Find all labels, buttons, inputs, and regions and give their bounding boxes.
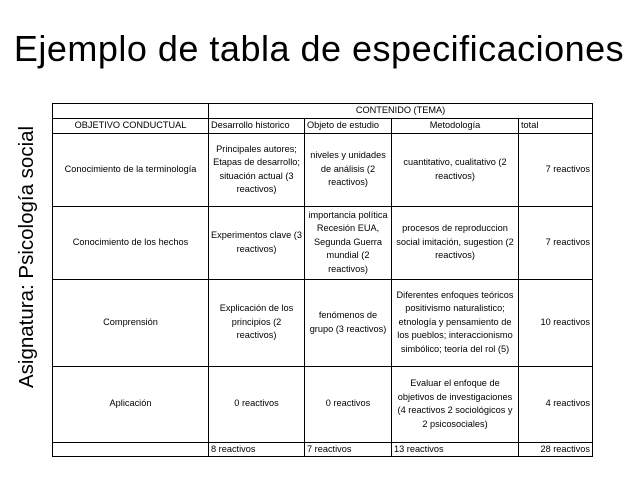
total-cell: 10 reactivos bbox=[519, 279, 593, 366]
header-desarrollo: Desarrollo historico bbox=[209, 118, 305, 133]
total-cell: 7 reactivos bbox=[519, 206, 593, 279]
specification-table bbox=[52, 103, 593, 457]
objective-cell: Conocimiento de los hechos bbox=[53, 206, 209, 279]
objeto-cell: 0 reactivos bbox=[305, 366, 392, 442]
objective-cell: Aplicación bbox=[53, 366, 209, 442]
empty-corner-cell bbox=[53, 104, 209, 119]
objective-cell: Comprensión bbox=[53, 279, 209, 366]
totals-row bbox=[53, 442, 593, 457]
table-row bbox=[53, 206, 593, 279]
desarrollo-cell: 0 reactivos bbox=[209, 366, 305, 442]
header-metodologia: Metodología bbox=[392, 118, 519, 133]
metodologia-cell: Evaluar el enfoque de objetivos de investigaciones (4 reactivos 2 sociológicos y 2 psicosociales) bbox=[392, 366, 519, 442]
table-row bbox=[53, 366, 593, 442]
total-cell: 7 reactivos bbox=[519, 133, 593, 206]
subject-label: Asignatura: Psicología social bbox=[15, 125, 38, 388]
table-row bbox=[53, 279, 593, 366]
total-cell: 4 reactivos bbox=[519, 366, 593, 442]
objective-cell: Conocimiento de la terminología bbox=[53, 133, 209, 206]
desarrollo-total-cell: 8 reactivos bbox=[209, 442, 305, 457]
empty-total-label-cell bbox=[53, 442, 209, 457]
content-group-header: CONTENIDO (TEMA) bbox=[209, 104, 593, 119]
objeto-cell: importancia política Recesión EUA, Segunda Guerra mundial (2 reactivos) bbox=[305, 206, 392, 279]
header-objective: OBJETIVO CONDUCTUAL bbox=[53, 118, 209, 133]
metodologia-cell: procesos de reproduccion social imitación, sugestion (2 reactivos) bbox=[392, 206, 519, 279]
slide-title: Ejemplo de tabla de especificaciones bbox=[13, 28, 625, 69]
metodologia-cell: Diferentes enfoques teóricos positivismo naturalistico; etnología y pensamiento de los pueblos; interaccionismo simbólico; teoría del rol (5) bbox=[392, 279, 519, 366]
metodologia-cell: cuantitativo, cualitativo (2 reactivos) bbox=[392, 133, 519, 206]
desarrollo-cell: Explicación de los principios (2 reactivos) bbox=[209, 279, 305, 366]
desarrollo-cell: Experimentos clave (3 reactivos) bbox=[209, 206, 305, 279]
objeto-cell: niveles y unidades de análisis (2 reactivos) bbox=[305, 133, 392, 206]
metodologia-total-cell: 13 reactivos bbox=[392, 442, 519, 457]
group-header-row bbox=[53, 104, 593, 119]
header-total: total bbox=[519, 118, 593, 133]
grand-total-cell: 28 reactivos bbox=[519, 442, 593, 457]
header-objeto: Objeto de estudio bbox=[305, 118, 392, 133]
desarrollo-cell: Principales autores; Etapas de desarrollo; situación actual (3 reactivos) bbox=[209, 133, 305, 206]
column-header-row bbox=[53, 118, 593, 133]
table-row bbox=[53, 133, 593, 206]
objeto-cell: fenómenos de grupo (3 reactivos) bbox=[305, 279, 392, 366]
objeto-total-cell: 7 reactivos bbox=[305, 442, 392, 457]
